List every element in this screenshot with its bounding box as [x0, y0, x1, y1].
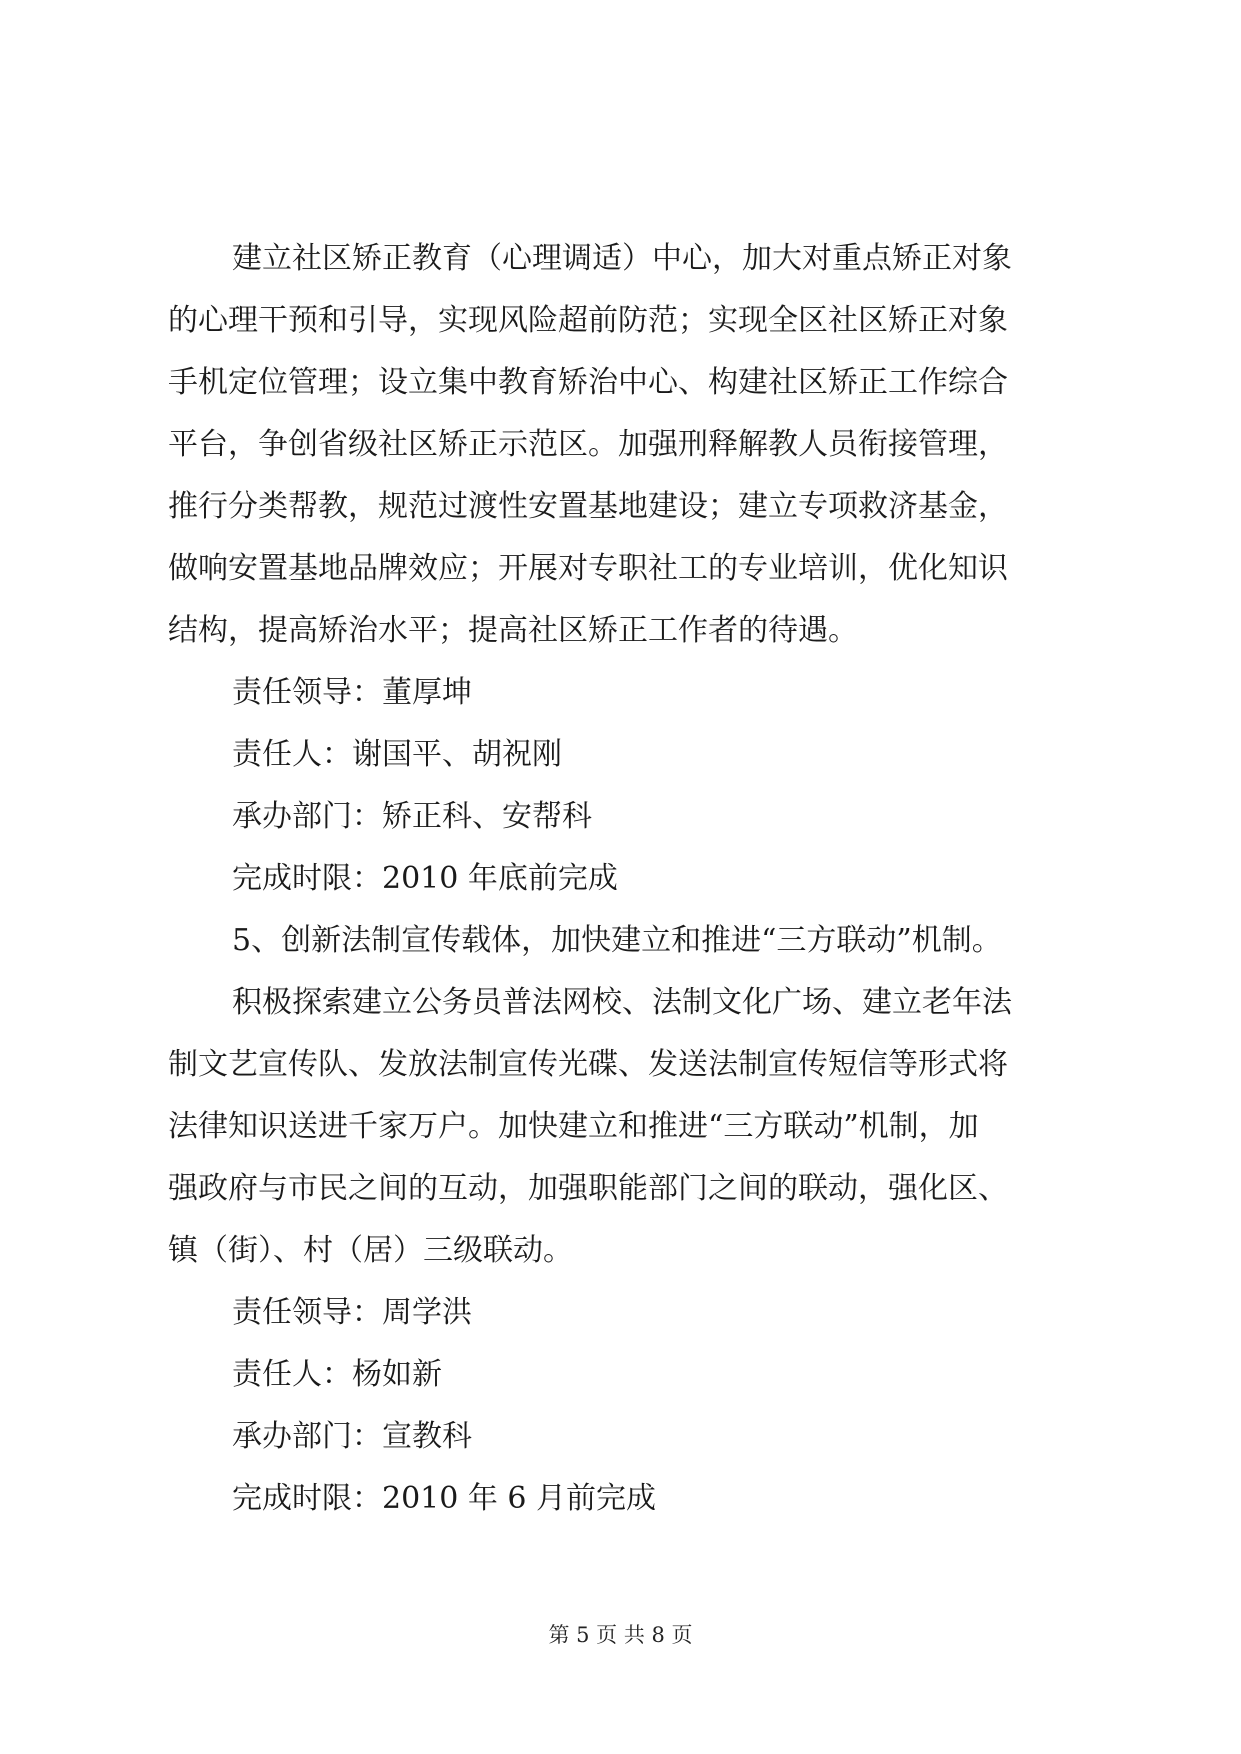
paragraph-line: 平台，争创省级社区矫正示范区。加强刑释解教人员衔接管理，	[168, 427, 1008, 462]
paragraph-line: 积极探索建立公务员普法网校、法制文化广场、建立老年法	[232, 985, 1012, 1020]
responsible-person: 责任人：杨如新	[232, 1357, 442, 1392]
paragraph-line: 推行分类帮教，规范过渡性安置基地建设；建立专项救济基金，	[168, 489, 1008, 524]
paragraph-line: 手机定位管理；设立集中教育矫治中心、构建社区矫正工作综合	[168, 365, 1008, 400]
paragraph-line: 法律知识送进千家万户。加快建立和推进“三方联动”机制，加	[168, 1109, 979, 1144]
section-5-heading: 5、创新法制宣传载体，加快建立和推进“三方联动”机制。	[232, 923, 1002, 958]
section-5-paragraph	[168, 972, 1088, 1282]
section-4-paragraph	[168, 228, 1088, 662]
paragraph-line: 做响安置基地品牌效应；开展对专职社工的专业培训，优化知识	[168, 551, 1008, 586]
completion-deadline: 完成时限：2010 年 6 月前完成	[232, 1481, 657, 1516]
responsible-leader: 责任领导：董厚坤	[232, 675, 472, 710]
handling-department: 承办部门：宣教科	[232, 1419, 472, 1454]
page-number-footer: 第 5 页 共 8 页	[548, 1623, 693, 1647]
handling-department: 承办部门：矫正科、安帮科	[232, 799, 592, 834]
paragraph-line: 结构，提高矫治水平；提高社区矫正工作者的待遇。	[168, 613, 858, 648]
responsible-person: 责任人：谢国平、胡祝刚	[232, 737, 562, 772]
paragraph-line: 的心理干预和引导，实现风险超前防范；实现全区社区矫正对象	[168, 303, 1008, 338]
document-body	[168, 228, 1088, 1530]
paragraph-line: 建立社区矫正教育（心理调适）中心，加大对重点矫正对象	[232, 241, 1012, 276]
responsible-leader: 责任领导：周学洪	[232, 1295, 472, 1330]
paragraph-line: 制文艺宣传队、发放法制宣传光碟、发送法制宣传短信等形式将	[168, 1047, 1008, 1082]
completion-deadline: 完成时限：2010 年底前完成	[232, 861, 618, 896]
paragraph-line: 强政府与市民之间的互动，加强职能部门之间的联动，强化区、	[168, 1171, 1008, 1206]
paragraph-line: 镇（街）、村（居）三级联动。	[168, 1233, 573, 1268]
